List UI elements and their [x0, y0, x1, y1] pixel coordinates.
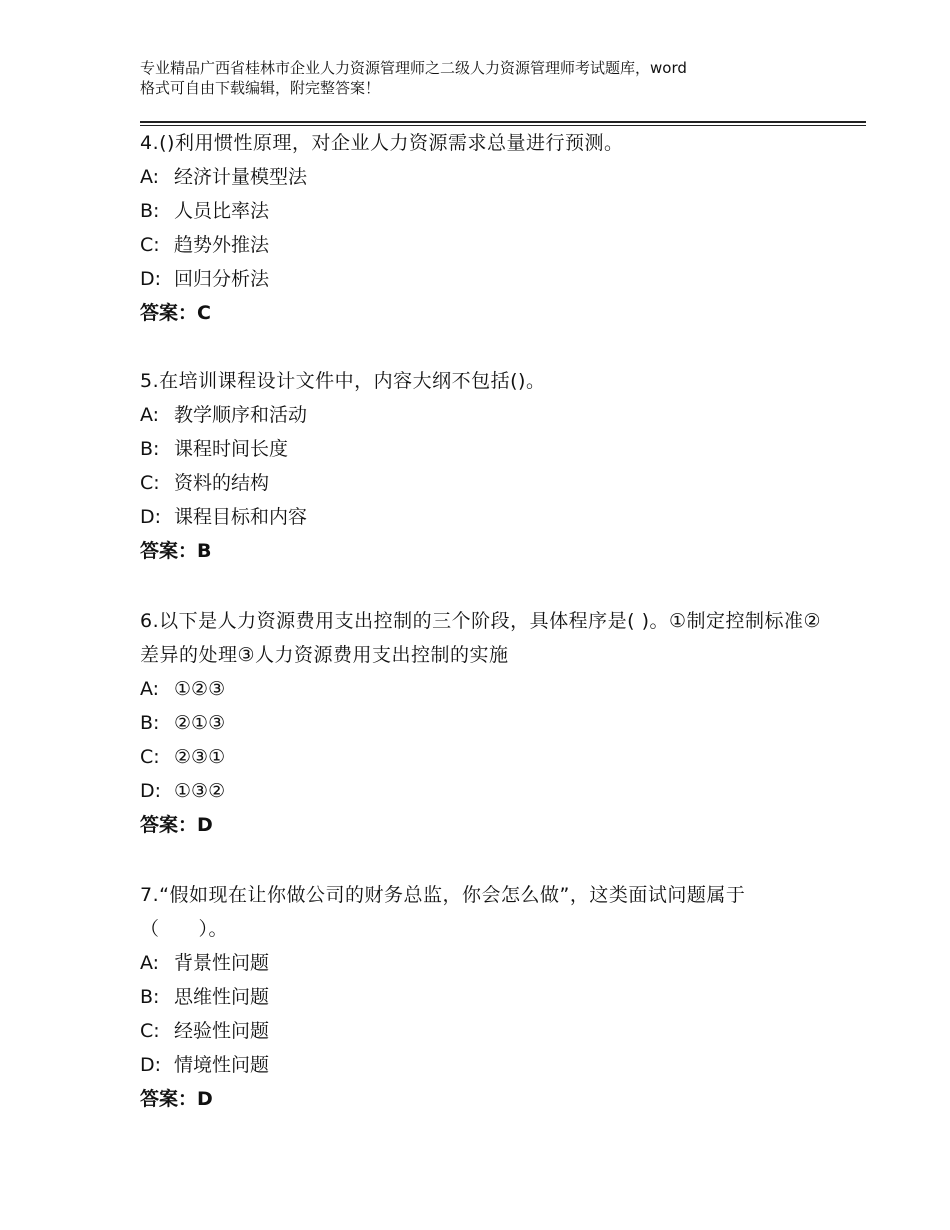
question-stem: 6.以下是人力资源费用支出控制的三个阶段，具体程序是( )。①制定控制标准②差异的处理③人力资源费用支出控制的实施 — [140, 610, 822, 666]
header-divider-thick — [140, 121, 866, 123]
option-a: A: 背景性问题 — [140, 952, 270, 974]
option-b: B: 思维性问题 — [140, 986, 270, 1008]
question-5 — [140, 364, 830, 568]
answer-label: 答案：D — [140, 814, 213, 836]
option-b: B: 人员比率法 — [140, 200, 270, 222]
header-line-1: 专业精品广西省桂林市企业人力资源管理师之二级人力资源管理师考试题库，word — [140, 59, 687, 77]
option-a: A: ①②③ — [140, 678, 226, 700]
question-stem: 7.“假如现在让你做公司的财务总监，你会怎么做”，这类面试问题属于（ ）。 — [140, 884, 746, 940]
option-d: D: 课程目标和内容 — [140, 506, 308, 528]
option-c: C: ②③① — [140, 746, 226, 768]
option-b: B: 课程时间长度 — [140, 438, 289, 460]
option-a: A: 教学顺序和活动 — [140, 404, 308, 426]
option-d: D: 情境性问题 — [140, 1054, 270, 1076]
question-7 — [140, 878, 830, 1116]
question-4 — [140, 126, 830, 330]
option-b: B: ②①③ — [140, 712, 226, 734]
question-6 — [140, 604, 830, 842]
document-header — [140, 58, 840, 98]
option-d: D: ①③② — [140, 780, 226, 802]
option-a: A: 经济计量模型法 — [140, 166, 308, 188]
option-c: C: 资料的结构 — [140, 472, 270, 494]
option-c: C: 经验性问题 — [140, 1020, 270, 1042]
answer-label: 答案：B — [140, 540, 212, 562]
option-c: C: 趋势外推法 — [140, 234, 270, 256]
answer-label: 答案：D — [140, 1088, 213, 1110]
header-line-2: 格式可自由下载编辑，附完整答案！ — [140, 79, 381, 97]
answer-label: 答案：C — [140, 302, 211, 324]
question-stem: 4.()利用惯性原理，对企业人力资源需求总量进行预测。 — [140, 132, 624, 154]
question-stem: 5.在培训课程设计文件中，内容大纲不包括()。 — [140, 370, 546, 392]
option-d: D: 回归分析法 — [140, 268, 270, 290]
